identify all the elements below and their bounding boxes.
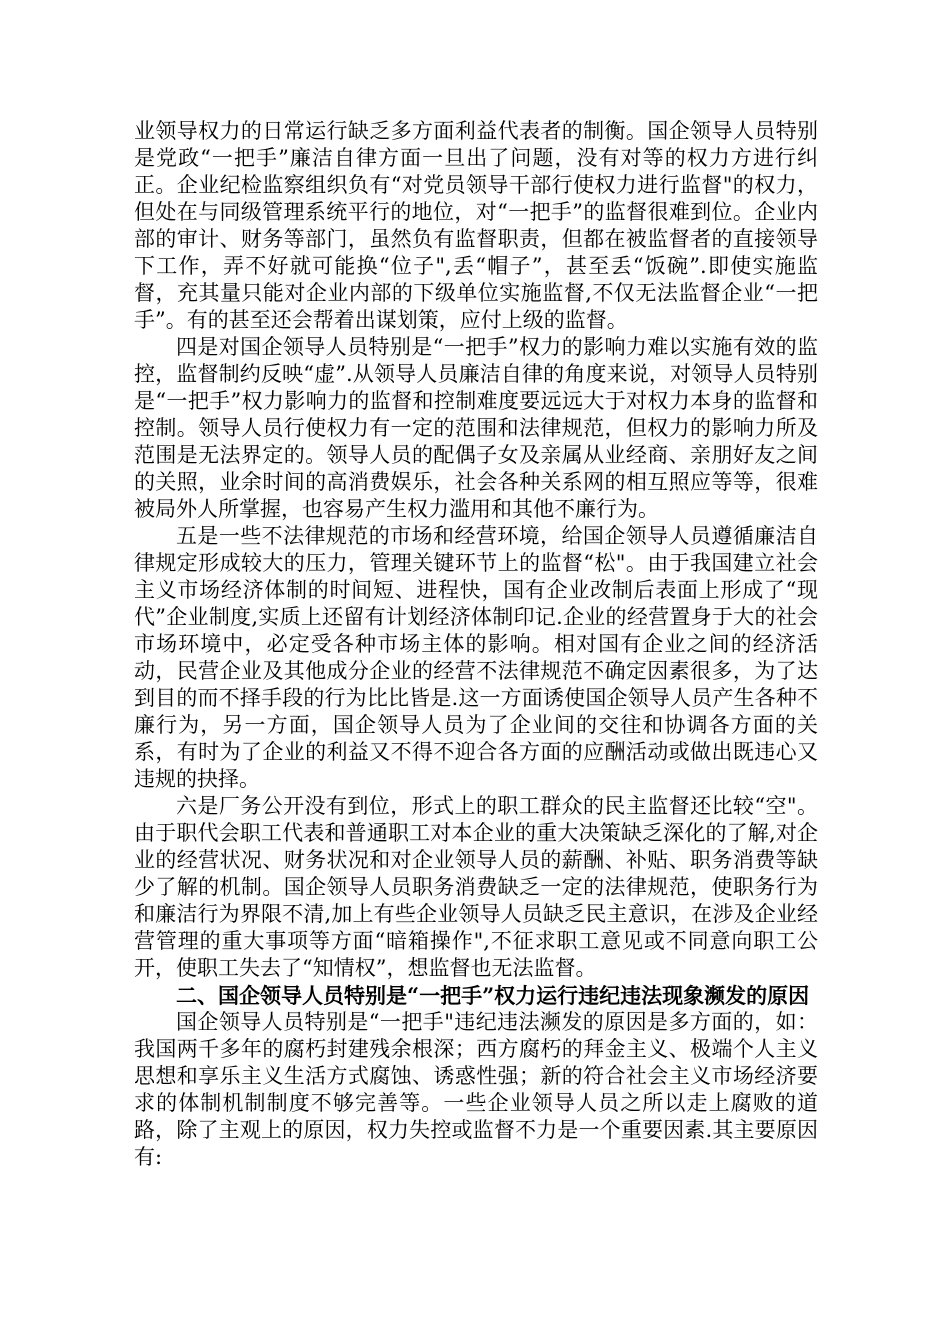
paragraph-point-six: 六是厂务公开没有到位，形式上的职工群众的民主监督还比较“空"。由于职代会职工代表和普通职工对本企业的重大决策缺乏深化的了解,对企业的经营状况、财务状况和对企业领导人员的薪酬、补贴、职务消费等缺少了解的机制。国企领导人员职务消费缺乏一定的法律规范，使职务行为和廉洁行为界限不清,加上有些企业领导人员缺乏民主意识，在涉及企业经营管理的重大事项等方面“暗箱操作",不征求职工意见或不同意向职工公开，使职工失去了“知情权”，想监督也无法监督。 <box>134 794 818 980</box>
section-heading: 二、国企领导人员特别是“一把手”权力运行违纪违法现象濒发的原因 <box>176 983 810 1008</box>
paragraph-causes: 国企领导人员特别是“一把手"违纪违法濒发的原因是多方面的，如：我国两千多年的腐朽封建残余根深；西方腐朽的拜金主义、极端个人主义思想和享乐主义生活方式腐蚀、诱惑性强；新的符合社会主义市场经济要求的体制机制制度不够完善等。一些企业领导人员之所以走上腐败的道路，除了主观上的原因，权力失控或监督不力是一个重要因素.其主要原因有: <box>134 1010 818 1169</box>
document-page <box>134 118 818 1171</box>
paragraph-continuation: 业领导权力的日常运行缺乏多方面利益代表者的制衡。国企领导人员特别是党政“一把手”廉洁自律方面一旦出了问题，没有对等的权力方进行纠正。企业纪检监察组织负有“对党员领导干部行使权力进行监督"的权力，但处在与同级管理系统平行的地位，对“一把手”的监督很难到位。企业内部的审计、财务等部门，虽然负有监督职责，但都在被监督者的直接领导下工作，弄不好就可能换“位子",丢“帽子”，甚至丢“饭碗”.即使实施监督，充其量只能对企业内部的下级单位实施监督,不仅无法监督企业“一把手”。有的甚至还会帮着出谋划策，应付上级的监督。 <box>134 119 818 332</box>
paragraph-point-four: 四是对国企领导人员特别是“一把手”权力的影响力难以实施有效的监控，监督制约反映“虚”.从领导人员廉洁自律的角度来说，对领导人员特别是“一把手”权力影响力的监督和控制难度要远远大于对权力本身的监督和控制。领导人员行使权力有一定的范围和法律规范，但权力的影响力所及范围是无法界定的。领导人员的配偶子女及亲属从业经商、亲朋好友之间的关照，业余时间的高消费娱乐，社会各种关系网的相互照应等等，很难被局外人所掌握，也容易产生权力滥用和其他不廉行为。 <box>134 335 818 521</box>
paragraph-point-five: 五是一些不法律规范的市场和经营环境，给国企领导人员遵循廉洁自律规定形成较大的压力，管理关键环节上的监督“松"。由于我国建立社会主义市场经济体制的时间短、进程快，国有企业改制后表面上形成了“现代”企业制度,实质上还留有计划经济体制印记.企业的经营置身于大的社会市场环境中，必定受各种市场主体的影响。相对国有企业之间的经济活动，民营企业及其他成分企业的经营不法律规范不确定因素很多，为了达到目的而不择手段的行为比比皆是.这一方面诱使国企领导人员产生各种不廉行为，另一方面，国企领导人员为了企业间的交往和协调各方面的关系，有时为了企业的利益又不得不迎合各方面的应酬活动或做出既违心又违规的抉择。 <box>134 524 818 791</box>
